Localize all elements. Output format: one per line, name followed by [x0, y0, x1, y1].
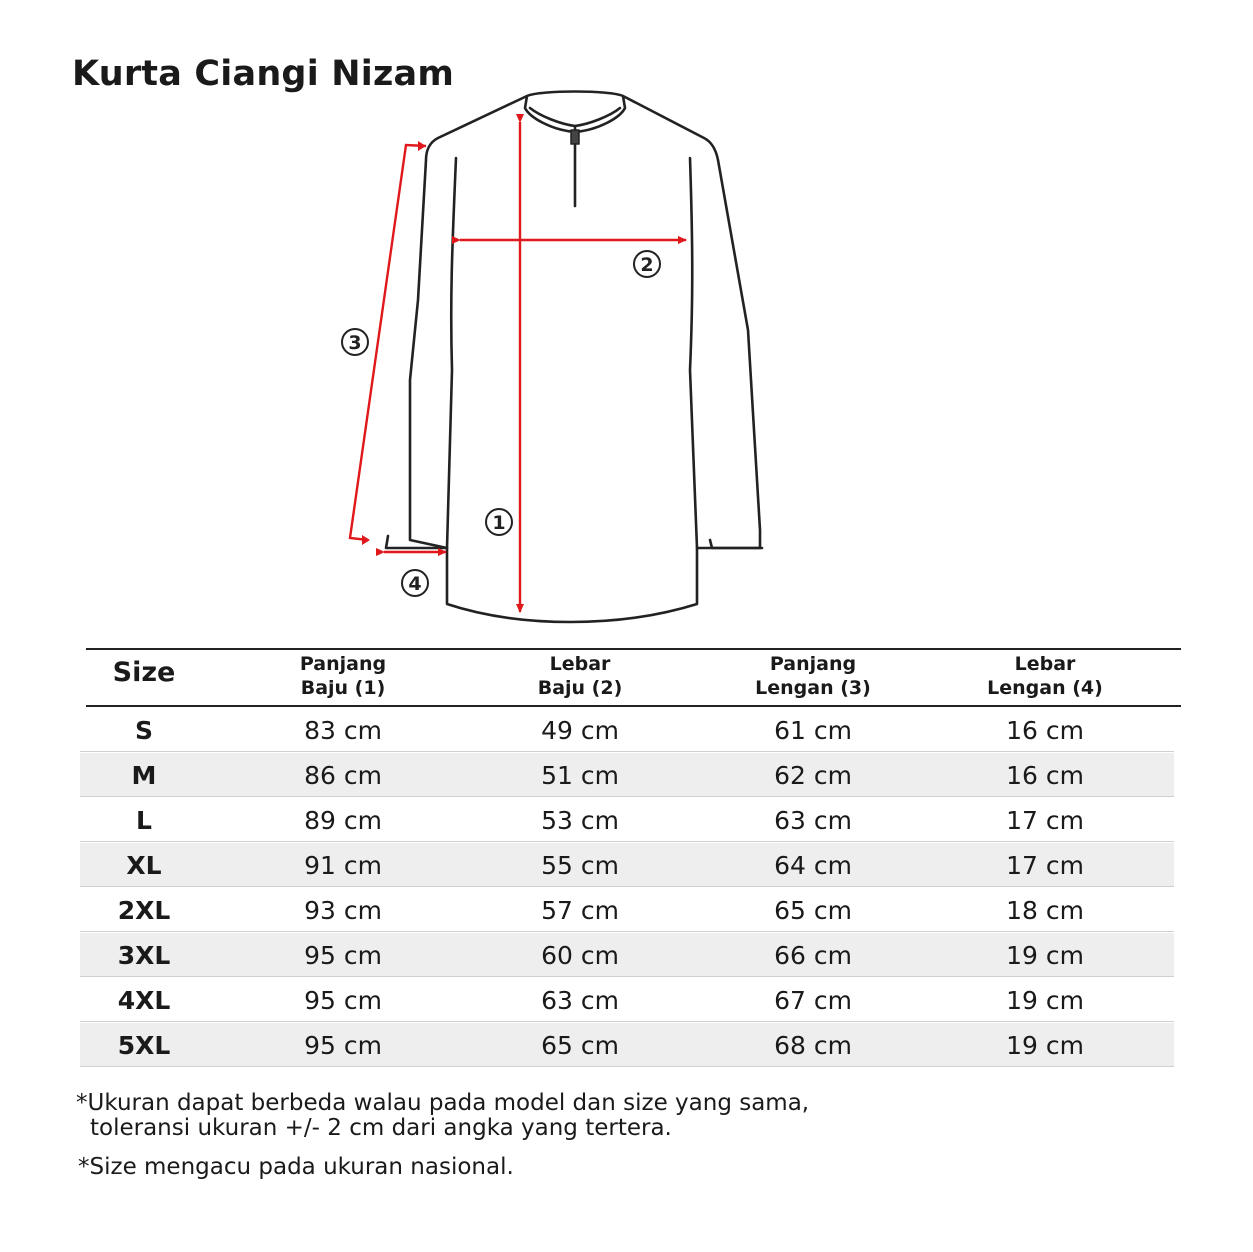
table-row	[80, 933, 1174, 977]
measurement-cell: 62 cm	[774, 761, 852, 790]
size-cell: S	[134, 716, 153, 745]
measurement-cell: 65 cm	[541, 1031, 619, 1060]
measurement-cell: 51 cm	[541, 761, 619, 790]
table-row	[80, 1023, 1174, 1067]
table-row	[80, 798, 1174, 842]
size-cell: 2XL	[117, 896, 171, 925]
measurement-cell: 64 cm	[774, 851, 852, 880]
measurement-cell: 65 cm	[774, 896, 852, 925]
marker-4: 4	[408, 573, 422, 595]
measurement-cell: 83 cm	[304, 716, 382, 745]
measurement-cell: 19 cm	[1006, 1031, 1084, 1060]
measurement-cell: 49 cm	[541, 716, 619, 745]
size-cell: XL	[126, 851, 162, 880]
table-row	[80, 888, 1174, 932]
measurement-cell: 19 cm	[1006, 941, 1084, 970]
measurement-cell: 68 cm	[774, 1031, 852, 1060]
measurement-cell: 93 cm	[304, 896, 382, 925]
measurement-cell: 61 cm	[774, 716, 852, 745]
measurement-cell: 95 cm	[304, 941, 382, 970]
note-tolerance-2: toleransi ukuran +/- 2 cm dari angka yang tertera.	[90, 1115, 672, 1141]
size-cell: L	[136, 806, 152, 835]
table-row	[80, 708, 1174, 752]
measurement-cell: 86 cm	[304, 761, 382, 790]
kurta-outline	[386, 92, 762, 623]
measurement-cell: 89 cm	[304, 806, 382, 835]
table-row	[80, 843, 1174, 887]
measurement-cell: 63 cm	[541, 986, 619, 1015]
header-panjang-lengan: Panjang Lengan (3)	[755, 653, 871, 699]
header-lebar-lengan: Lebar Lengan (4)	[987, 653, 1103, 699]
measurement-cell: 57 cm	[541, 896, 619, 925]
measurement-cell: 17 cm	[1006, 806, 1084, 835]
measurement-cell: 53 cm	[541, 806, 619, 835]
note-tolerance-1: *Ukuran dapat berbeda walau pada model dan size yang sama,	[76, 1090, 810, 1116]
size-cell: 4XL	[117, 986, 171, 1015]
measurement-cell: 19 cm	[1006, 986, 1084, 1015]
measurement-cell: 55 cm	[541, 851, 619, 880]
size-cell: 5XL	[117, 1031, 171, 1060]
measurement-cell: 95 cm	[304, 1031, 382, 1060]
header-panjang-baju: Panjang Baju (1)	[299, 653, 387, 699]
measurement-cell: 67 cm	[774, 986, 852, 1015]
measurement-cell: 66 cm	[774, 941, 852, 970]
size-cell: 3XL	[117, 941, 171, 970]
marker-1: 1	[492, 512, 506, 534]
table-row	[80, 978, 1174, 1022]
table-row	[80, 753, 1174, 797]
page-title: Kurta Ciangi Nizam	[72, 54, 455, 94]
note-national-size: *Size mengacu pada ukuran nasional.	[78, 1154, 514, 1180]
marker-3: 3	[348, 332, 362, 354]
header-lebar-baju: Lebar Baju (2)	[537, 653, 623, 699]
size-cell: M	[131, 761, 157, 790]
measurement-cell: 91 cm	[304, 851, 382, 880]
measurement-cell: 18 cm	[1006, 896, 1084, 925]
measurement-cell: 16 cm	[1006, 716, 1084, 745]
measurement-cell: 17 cm	[1006, 851, 1084, 880]
measurement-cell: 16 cm	[1006, 761, 1084, 790]
measurement-cell: 95 cm	[304, 986, 382, 1015]
marker-2: 2	[640, 254, 654, 276]
header-size: Size	[112, 657, 176, 688]
measurement-cell: 60 cm	[541, 941, 619, 970]
measurement-cell: 63 cm	[774, 806, 852, 835]
table-header	[80, 648, 1181, 706]
